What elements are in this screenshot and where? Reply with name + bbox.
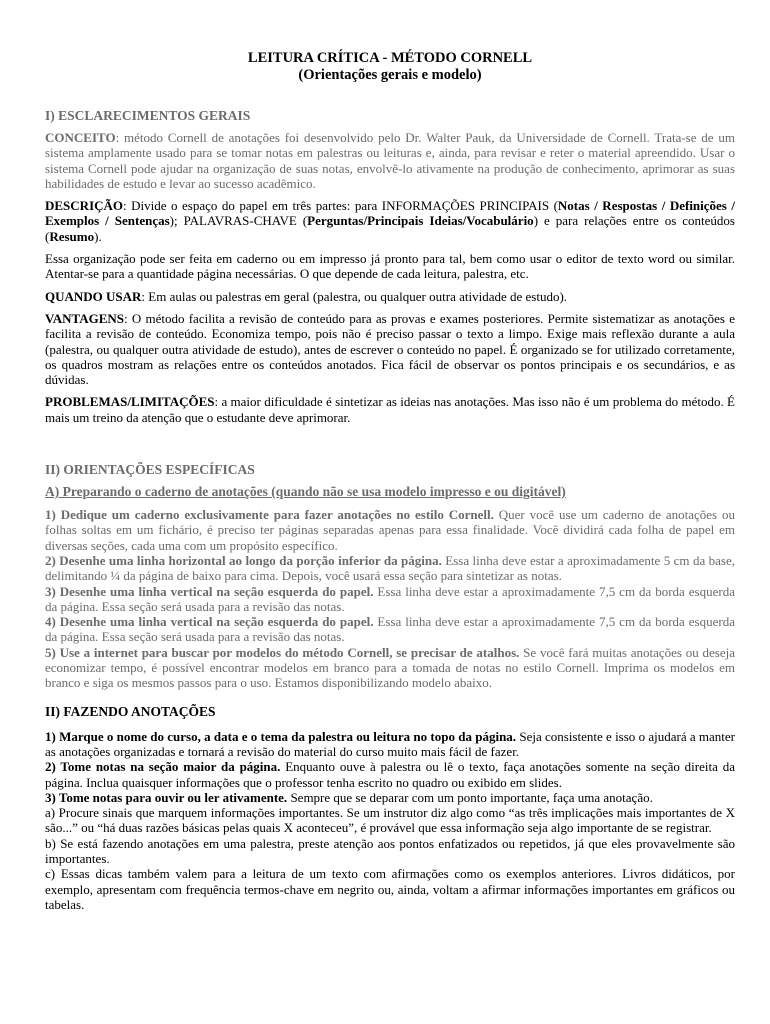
paragraph-problemas [45,394,735,425]
list-item [45,805,735,836]
list-item [45,866,735,912]
item-text: b) Se está fazendo anotações em uma palestra, preste atenção aos pontos enfatizados ou repetidos, já que eles provavelmente são importantes. [45,835,735,866]
paragraph-vantagens [45,311,735,387]
list-orientacoes [45,507,735,691]
list-item [45,759,735,790]
item-bold: 2) Tome notas na seção maior da página. [45,759,281,775]
document-title: LEITURA CRÍTICA - MÉTODO CORNELL [247,50,533,66]
item-bold: 3) Desenhe uma linha vertical na seção esquerda do papel. [45,583,374,599]
list-item [45,645,735,691]
subsection-heading-preparando: A) Preparando o caderno de anotações (quando não se usa modelo impresso e ou digitável) [45,484,566,500]
text-descricao-1: : Divide o espaço do papel em três partes: para INFORMAÇÕES PRINCIPAIS ( [123,198,558,214]
item-text: c) Essas dicas também valem para a leitura de um texto com afirmações como os exemplos anteriores. Livros didáticos, por exemplo, apresentam com frequência termos-chave em negrito ou, ainda, voltam a afirmar informações importantes em gráficos ou tabelas. [45,866,735,912]
label-conceito: CONCEITO [45,130,116,145]
item-bold: 1) Dedique um caderno exclusivamente para fazer anotações no estilo Cornell. [45,507,494,523]
item-text: Essa linha deve estar a aproximadamente 5 cm da base, delimitando ¼ da página de baixo para cima. Depois, você usará essa seção para sintetizar as notas. [45,552,735,584]
item-bold: 4) Desenhe uma linha vertical na seção esquerda do papel. [45,614,374,630]
text-vantagens: : O método facilita a revisão de conteúdo para as provas e exames posteriores. Permite sistematizar as anotações e facilita a revisão de conteúdo. Economiza tempo, pois não é preciso passar o texto a limpo. Exige mais reflexão durante a aula (palestra, ou qualquer outra atividade de estudo), antes de escrever o conteúdo no papel. É organizado se for utilizado corretamente, os quadros mostram as relações entre os conteúdos anotados. Fica fácil de observar os pontos principais e os secundários, e as dúvidas. [45,310,735,388]
item-text: Essa linha deve estar a aproximadamente 7,5 cm da borda esquerda da página. Essa seção será usada para a revisão das notas. [45,583,735,614]
text-problemas: : a maior dificuldade é sintetizar as ideias nas anotações. Mas isso não é um problema do método. É mais um treino da atenção que o estudante deve aprimorar. [45,394,735,425]
section-heading-orientacoes: II) ORIENTAÇÕES ESPECÍFICAS [45,462,255,478]
item-bold: 3) Tome notas para ouvir ou ler ativamente. [45,789,288,805]
bold-descricao-3: Resumo [49,228,95,244]
item-text: Sempre que se deparar com um ponto importante, faça uma anotação. [287,789,653,805]
item-bold: 2) Desenhe uma linha horizontal ao longo da porção inferior da página. [45,552,442,568]
bold-descricao-1: Notas / Respostas / Definições / Exemplos / Sentenças [45,198,735,229]
paragraph-conceito [45,130,735,191]
item-bold: 5) Use a internet para buscar por modelos do método Cornell, se precisar de atalhos. [45,644,520,660]
list-item [45,836,735,867]
item-text: Se você fará muitas anotações ou deseja economizar tempo, é possível encontrar modelos em branco para a tomada de notas no estilo Cornell. Imprima os modelos em branco e siga os mesmos passos para o uso. Estamos disponibilizando modelo abaixo. [45,644,735,691]
label-quando-usar: QUANDO USAR [45,288,142,304]
document-page [45,50,735,912]
list-item [45,584,735,615]
document-subtitle: (Orientações gerais e modelo) [298,67,482,83]
list-item [45,553,735,584]
label-vantagens: VANTAGENS [45,310,124,326]
label-problemas: PROBLEMAS/LIMITAÇÕES [45,394,215,410]
item-text: Seja consistente e isso o ajudará a manter as anotações organizadas e tornará a revisão do material do curso muito mais fácil de fazer. [45,728,735,759]
label-descricao: DESCRIÇÃO [45,198,124,214]
list-item [45,507,735,553]
list-fazendo-anotacoes [45,729,735,913]
list-item [45,790,735,805]
item-text: Quer você use um caderno de anotações ou folhas soltas em um fichário, é preciso ter páginas separadas apenas para essa finalidade. Você dividirá cada folha de papel em diversas seções, cada uma com um propósito específico. [45,507,735,553]
text-descricao-3: ) e para relações entre os conteúdos ( [45,213,735,244]
spacer [45,432,735,462]
item-text: Essa linha deve estar a aproximadamente 7,5 cm da borda esquerda da página. Essa seção será usada para a revisão das notas. [45,614,735,645]
paragraph-organizacao: Essa organização pode ser feita em caderno ou em impresso já pronto para tal, bem como usar o editor de texto word ou similar. Atentar-se para a quantidade página necessárias. O que depende de cada leitura, palestra, etc. [45,251,735,282]
text-conceito: : método Cornell de anotações foi desenvolvido pelo Dr. Walter Pauk, da Universidade de Cornell. Trata-se de um sistema amplamente usado para se tomar notas em palestras ou leituras e, ainda, para revisar e reter o material apreendido. Usar o sistema Cornell pode ajudar na organização de suas notas, envolvê-lo ativamente na produção de conhecimento, aprimorar as suas habilidades de estudo e levar ao sucesso acadêmico. [45,130,735,191]
bold-descricao-2: Perguntas/Principais Ideias/Vocabulário [307,213,534,229]
list-item [45,614,735,645]
section-heading-fazendo-anotacoes: II) FAZENDO ANOTAÇÕES [45,703,216,719]
list-item [45,729,735,760]
item-text: a) Procure sinais que marquem informações importantes. Se um instrutor diz algo como “as três implicações mais importantes de X são...” ou “há duas razões básicas pelas quais X aconteceu”, é provável que essa informação seja algo importante de se registrar. [45,805,735,836]
text-descricao-2: ); PALAVRAS-CHAVE ( [169,213,308,229]
spacer [45,691,735,704]
item-text: Enquanto ouve à palestra ou lê o texto, faça anotações somente na seção direita da página. Inclua quaisquer informações que o professor tenha escrito no quadro ou exibido em slides. [45,759,735,790]
item-bold: 1) Marque o nome do curso, a data e o tema da palestra ou leitura no topo da página. [45,728,517,744]
text-descricao-4: ). [94,228,102,244]
section-heading-esclarecimentos: I) ESCLARECIMENTOS GERAIS [45,108,251,123]
text-quando-usar: : Em aulas ou palestras em geral (palestra, ou qualquer outra atividade de estudo). [141,288,568,304]
paragraph-quando-usar [45,289,735,304]
paragraph-descricao [45,198,735,244]
